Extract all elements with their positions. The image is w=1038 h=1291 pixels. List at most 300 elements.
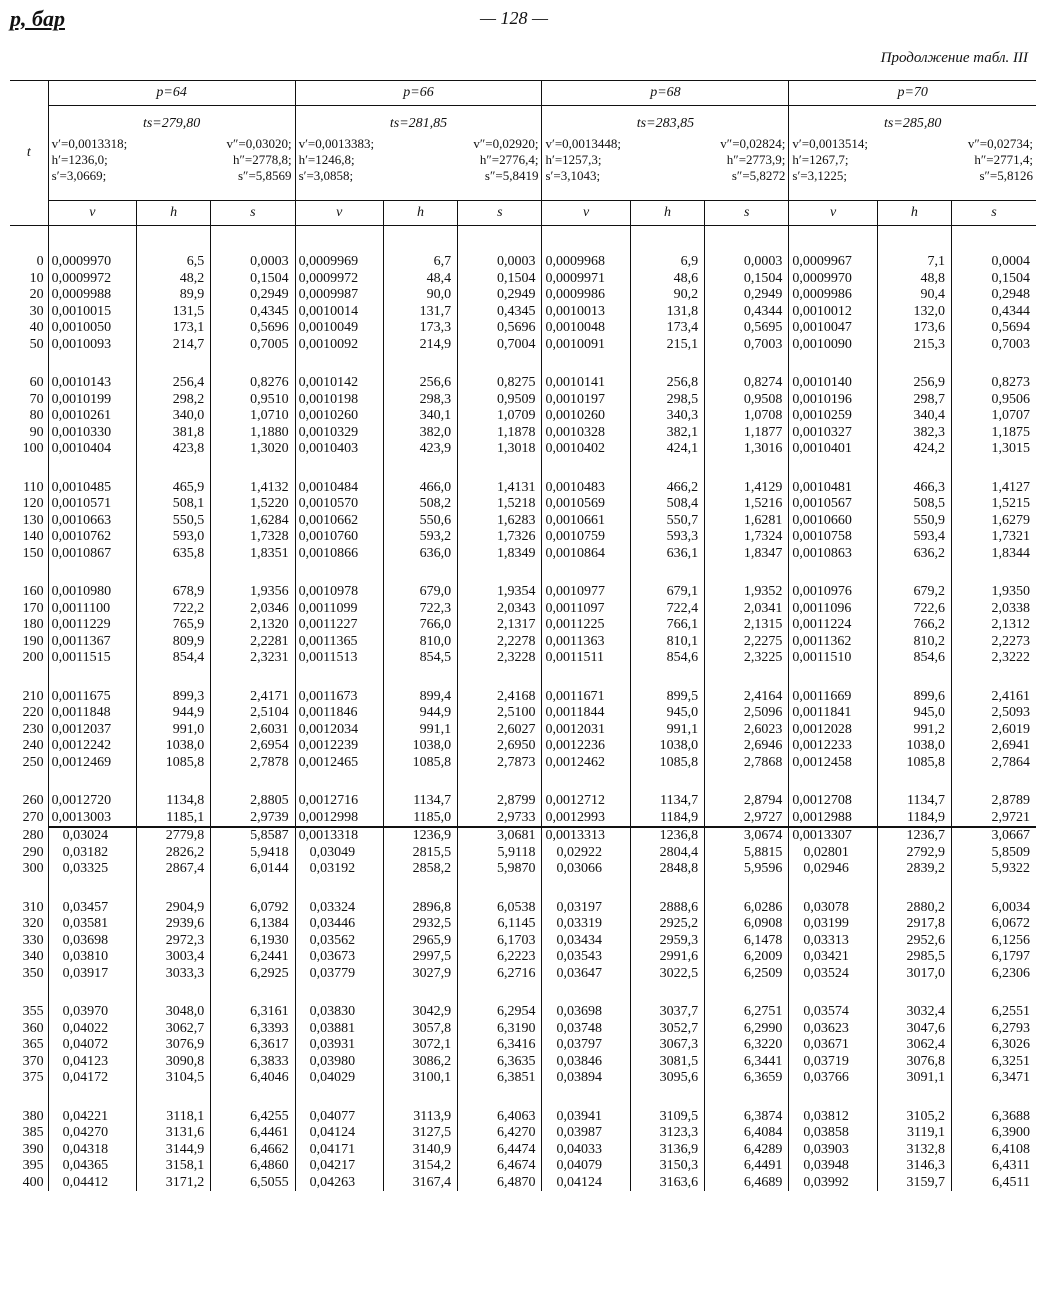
enthalpy-cell: 765,9: [136, 617, 210, 634]
spacer: [952, 771, 1036, 793]
spacer: [10, 878, 48, 900]
enthalpy-cell: 89,9: [136, 287, 210, 304]
temperature-value: 320: [22, 916, 44, 932]
entropy-cell: 6,3161: [211, 1004, 295, 1021]
entropy-cell: 2,7878: [211, 755, 295, 772]
specific-volume-cell: 0,0010980: [48, 584, 136, 601]
spacer: [789, 771, 877, 793]
spacer: [211, 878, 295, 900]
spacer: [789, 458, 877, 480]
spacer: [542, 982, 630, 1004]
entropy-cell: 2,6031: [211, 722, 295, 739]
entropy-cell: 2,1312: [952, 617, 1036, 634]
table-row: [10, 755, 1036, 772]
saturation-line: [792, 152, 1033, 168]
column-header-v: v: [789, 201, 877, 226]
entropy-cell: 2,6027: [458, 722, 542, 739]
spacer: [458, 226, 542, 255]
enthalpy-cell: 3047,6: [877, 1021, 951, 1038]
entropy-cell: 6,2009: [705, 949, 789, 966]
spacer: [136, 878, 210, 900]
entropy-cell: 0,8276: [211, 375, 295, 392]
specific-volume-cell: 0,0011673: [295, 689, 383, 706]
specific-volume-cell: 0,03319: [542, 916, 630, 933]
entropy-cell: 6,4474: [458, 1142, 542, 1159]
temperature-value: 400: [22, 1174, 44, 1190]
spacer: [211, 226, 295, 255]
specific-volume-cell: 0,03543: [542, 949, 630, 966]
enthalpy-cell: 3127,5: [383, 1125, 457, 1142]
spacer: [952, 226, 1036, 255]
spacer: [48, 226, 136, 255]
spacer: [458, 562, 542, 584]
temperature-value: 90: [29, 424, 44, 440]
entropy-cell: 6,1384: [211, 916, 295, 933]
enthalpy-cell: 3052,7: [630, 1021, 704, 1038]
enthalpy-cell: 2991,6: [630, 949, 704, 966]
specific-volume-cell: 0,03992: [789, 1175, 877, 1192]
specific-volume-cell: 0,0010570: [295, 496, 383, 513]
entropy-cell: 6,2551: [952, 1004, 1036, 1021]
specific-volume-cell: 0,04171: [295, 1142, 383, 1159]
specific-volume-cell: 0,03421: [789, 949, 877, 966]
specific-volume-cell: 0,0010760: [295, 529, 383, 546]
enthalpy-cell: 1038,0: [136, 738, 210, 755]
entropy-cell: 0,9510: [211, 392, 295, 409]
entropy-cell: 3,0681: [458, 827, 542, 845]
enthalpy-cell: 945,0: [630, 705, 704, 722]
specific-volume-cell: 0,0012998: [295, 810, 383, 828]
enthalpy-cell: 722,2: [136, 601, 210, 618]
spacer: [211, 667, 295, 689]
specific-volume-cell: 0,0010329: [295, 425, 383, 442]
enthalpy-cell: 3109,5: [630, 1109, 704, 1126]
enthalpy-cell: 131,5: [136, 304, 210, 321]
enthalpy-cell: 3163,6: [630, 1175, 704, 1192]
specific-volume-cell: 0,03948: [789, 1158, 877, 1175]
entropy-cell: 5,9596: [705, 861, 789, 878]
saturation-vapor-value: h″=2778,8;: [232, 152, 292, 167]
saturation-vapor-value: v″=0,02734;: [967, 136, 1033, 151]
entropy-cell: 2,3222: [952, 650, 1036, 667]
entropy-cell: 6,3617: [211, 1037, 295, 1054]
specific-volume-cell: 0,0010012: [789, 304, 877, 321]
spacer: [383, 982, 457, 1004]
saturation-vapor-value: h″=2773,9;: [726, 152, 786, 167]
column-header-h: h: [383, 201, 457, 226]
specific-volume-cell: 0,03941: [542, 1109, 630, 1126]
spacer: [952, 982, 1036, 1004]
enthalpy-cell: 131,8: [630, 304, 704, 321]
specific-volume-cell: 0,03324: [295, 900, 383, 917]
enthalpy-cell: 679,1: [630, 584, 704, 601]
enthalpy-cell: 854,6: [630, 650, 704, 667]
enthalpy-cell: 3118,1: [136, 1109, 210, 1126]
entropy-cell: 5,8509: [952, 845, 1036, 862]
specific-volume-cell: 0,03313: [789, 933, 877, 950]
specific-volume-cell: 0,0011515: [48, 650, 136, 667]
specific-volume-cell: 0,0010050: [48, 320, 136, 337]
spacer: [48, 878, 136, 900]
enthalpy-cell: 90,2: [630, 287, 704, 304]
entropy-cell: 2,9739: [211, 810, 295, 828]
spacer: [705, 226, 789, 255]
specific-volume-cell: 0,04022: [48, 1021, 136, 1038]
specific-volume-cell: 0,0010141: [542, 375, 630, 392]
specific-volume-cell: 0,04124: [542, 1175, 630, 1192]
enthalpy-cell: 48,6: [630, 271, 704, 288]
entropy-cell: 6,4461: [211, 1125, 295, 1142]
enthalpy-cell: 1085,8: [136, 755, 210, 772]
enthalpy-cell: 593,2: [383, 529, 457, 546]
specific-volume-cell: 0,0011365: [295, 634, 383, 651]
spacer: [877, 353, 951, 375]
specific-volume-cell: 0,0010404: [48, 441, 136, 458]
specific-volume-cell: 0,04124: [295, 1125, 383, 1142]
enthalpy-cell: 466,3: [877, 480, 951, 497]
spacer: [542, 226, 630, 255]
specific-volume-cell: 0,0010047: [789, 320, 877, 337]
spacer: [789, 353, 877, 375]
enthalpy-cell: 991,1: [630, 722, 704, 739]
enthalpy-cell: 2932,5: [383, 916, 457, 933]
enthalpy-cell: 48,8: [877, 271, 951, 288]
specific-volume-cell: 0,0012242: [48, 738, 136, 755]
enthalpy-cell: 3072,1: [383, 1037, 457, 1054]
entropy-cell: 6,2306: [952, 966, 1036, 983]
enthalpy-cell: 215,1: [630, 337, 704, 354]
enthalpy-cell: 3095,6: [630, 1070, 704, 1087]
specific-volume-cell: 0,0009967: [789, 254, 877, 271]
enthalpy-cell: 766,1: [630, 617, 704, 634]
saturation-line: [545, 152, 785, 168]
entropy-cell: 2,5100: [458, 705, 542, 722]
entropy-cell: 1,6283: [458, 513, 542, 530]
specific-volume-cell: 0,0011841: [789, 705, 877, 722]
specific-volume-cell: 0,03766: [789, 1070, 877, 1087]
spacer: [877, 562, 951, 584]
specific-volume-cell: 0,0010014: [295, 304, 383, 321]
enthalpy-cell: 678,9: [136, 584, 210, 601]
table-row: [10, 480, 1036, 497]
specific-volume-cell: 0,0012037: [48, 722, 136, 739]
enthalpy-cell: 3146,3: [877, 1158, 951, 1175]
specific-volume-cell: 0,03066: [542, 861, 630, 878]
specific-volume-cell: 0,0012233: [789, 738, 877, 755]
specific-volume-cell: 0,0010142: [295, 375, 383, 392]
specific-volume-cell: 0,0010976: [789, 584, 877, 601]
entropy-cell: 6,4084: [705, 1125, 789, 1142]
enthalpy-cell: 173,3: [383, 320, 457, 337]
column-header-v: v: [48, 201, 136, 226]
table-row: [10, 900, 1036, 917]
table-row: [10, 513, 1036, 530]
entropy-cell: 6,3190: [458, 1021, 542, 1038]
enthalpy-cell: 2965,9: [383, 933, 457, 950]
enthalpy-cell: 382,1: [630, 425, 704, 442]
steam-properties-table: [10, 80, 1036, 1191]
spacer: [48, 353, 136, 375]
specific-volume-cell: 0,0012462: [542, 755, 630, 772]
spacer: [630, 562, 704, 584]
entropy-cell: 0,8273: [952, 375, 1036, 392]
spacer: [48, 458, 136, 480]
specific-volume-cell: 0,0012720: [48, 793, 136, 810]
enthalpy-cell: 1038,0: [630, 738, 704, 755]
entropy-cell: 2,5104: [211, 705, 295, 722]
enthalpy-cell: 1185,0: [383, 810, 457, 828]
temperature-value: 220: [22, 705, 44, 721]
saturation-liquid-value: s′=3,1043;: [545, 168, 601, 183]
enthalpy-cell: 3062,7: [136, 1021, 210, 1038]
entropy-cell: 6,5055: [211, 1175, 295, 1192]
saturation-line: [52, 152, 292, 168]
table-row: [10, 845, 1036, 862]
table-row: [10, 254, 1036, 271]
temperature-value: 210: [22, 688, 44, 704]
spacer: [10, 562, 48, 584]
spacer: [542, 667, 630, 689]
entropy-cell: 6,3393: [211, 1021, 295, 1038]
specific-volume-cell: 0,0009986: [542, 287, 630, 304]
entropy-cell: 6,2716: [458, 966, 542, 983]
entropy-cell: 6,3851: [458, 1070, 542, 1087]
enthalpy-cell: 3119,1: [877, 1125, 951, 1142]
saturation-properties: [48, 134, 295, 201]
entropy-cell: 0,2949: [211, 287, 295, 304]
entropy-cell: 6,1797: [952, 949, 1036, 966]
specific-volume-cell: 0,0010660: [789, 513, 877, 530]
spacer: [136, 982, 210, 1004]
specific-volume-cell: 0,0011669: [789, 689, 877, 706]
entropy-cell: 6,3635: [458, 1054, 542, 1071]
temperature-value: 395: [22, 1158, 44, 1174]
specific-volume-cell: 0,0010866: [295, 546, 383, 563]
entropy-cell: 0,7005: [211, 337, 295, 354]
entropy-cell: 2,3231: [211, 650, 295, 667]
specific-volume-cell: 0,0010140: [789, 375, 877, 392]
specific-volume-cell: 0,0011363: [542, 634, 630, 651]
entropy-cell: 2,6954: [211, 738, 295, 755]
saturation-vapor-value: h″=2776,4;: [479, 152, 539, 167]
temperature-value: 60: [29, 375, 44, 391]
enthalpy-cell: 2792,9: [877, 845, 951, 862]
specific-volume-cell: 0,0010143: [48, 375, 136, 392]
table-row: [10, 496, 1036, 513]
entropy-cell: 2,8805: [211, 793, 295, 810]
entropy-cell: 2,1317: [458, 617, 542, 634]
temperature-value: 30: [29, 303, 44, 319]
enthalpy-cell: 945,0: [877, 705, 951, 722]
specific-volume-cell: 0,03858: [789, 1125, 877, 1142]
enthalpy-cell: 3123,3: [630, 1125, 704, 1142]
entropy-cell: 6,4689: [705, 1175, 789, 1192]
specific-volume-cell: 0,0010048: [542, 320, 630, 337]
temperature-value: 260: [22, 793, 44, 809]
entropy-cell: 0,4345: [211, 304, 295, 321]
specific-volume-cell: 0,03980: [295, 1054, 383, 1071]
spacer: [705, 353, 789, 375]
specific-volume-cell: 0,04412: [48, 1175, 136, 1192]
entropy-cell: 6,2441: [211, 949, 295, 966]
spacer: [705, 562, 789, 584]
entropy-cell: 6,3251: [952, 1054, 1036, 1071]
specific-volume-cell: 0,0012465: [295, 755, 383, 772]
saturation-vapor-value: s″=5,8272: [731, 168, 786, 183]
specific-volume-cell: 0,0013307: [789, 827, 877, 845]
entropy-cell: 1,9350: [952, 584, 1036, 601]
specific-volume-cell: 0,0011844: [542, 705, 630, 722]
entropy-cell: 2,6019: [952, 722, 1036, 739]
spacer: [295, 458, 383, 480]
specific-volume-cell: 0,0011671: [542, 689, 630, 706]
specific-volume-cell: 0,0010259: [789, 408, 877, 425]
table-row: [10, 650, 1036, 667]
enthalpy-cell: 679,0: [383, 584, 457, 601]
enthalpy-cell: 3144,9: [136, 1142, 210, 1159]
saturation-liquid-value: s′=3,1225;: [792, 168, 848, 183]
entropy-cell: 3,0667: [952, 827, 1036, 845]
specific-volume-cell: 0,0010759: [542, 529, 630, 546]
temperature-value: 0: [36, 254, 44, 270]
entropy-cell: 6,4311: [952, 1158, 1036, 1175]
saturation-liquid-value: v′=0,0013383;: [298, 136, 375, 151]
enthalpy-cell: 2804,4: [630, 845, 704, 862]
entropy-cell: 6,1703: [458, 933, 542, 950]
enthalpy-cell: 1134,7: [630, 793, 704, 810]
specific-volume-cell: 0,03446: [295, 916, 383, 933]
enthalpy-cell: 3003,4: [136, 949, 210, 966]
specific-volume-cell: 0,0010260: [295, 408, 383, 425]
temperature-value: 355: [22, 1004, 44, 1020]
specific-volume-cell: 0,0011511: [542, 650, 630, 667]
enthalpy-cell: 1085,8: [630, 755, 704, 772]
specific-volume-cell: 0,0010978: [295, 584, 383, 601]
entropy-cell: 0,0003: [211, 254, 295, 271]
table-row: [10, 304, 1036, 321]
saturation-line: [792, 168, 1033, 184]
enthalpy-cell: 214,7: [136, 337, 210, 354]
enthalpy-cell: 944,9: [383, 705, 457, 722]
entropy-cell: 1,4129: [705, 480, 789, 497]
enthalpy-cell: 2952,6: [877, 933, 951, 950]
specific-volume-cell: 0,0012993: [542, 810, 630, 828]
enthalpy-cell: 3104,5: [136, 1070, 210, 1087]
enthalpy-cell: 722,3: [383, 601, 457, 618]
temperature-value: 390: [22, 1141, 44, 1157]
entropy-cell: 0,5696: [458, 320, 542, 337]
enthalpy-cell: 2826,2: [136, 845, 210, 862]
spacer: [10, 1087, 48, 1109]
spacer: [48, 771, 136, 793]
spacer: [630, 226, 704, 255]
temperature-value: 370: [22, 1053, 44, 1069]
specific-volume-cell: 0,03673: [295, 949, 383, 966]
entropy-cell: 6,3833: [211, 1054, 295, 1071]
spacer: [458, 982, 542, 1004]
entropy-cell: 2,6950: [458, 738, 542, 755]
entropy-cell: 0,7003: [705, 337, 789, 354]
specific-volume-cell: 0,03574: [789, 1004, 877, 1021]
saturation-line: [299, 168, 539, 184]
table-row: [10, 1004, 1036, 1021]
specific-volume-cell: 0,0013003: [48, 810, 136, 828]
spacer: [458, 667, 542, 689]
entropy-cell: 6,1478: [705, 933, 789, 950]
enthalpy-cell: 2939,6: [136, 916, 210, 933]
enthalpy-cell: 635,8: [136, 546, 210, 563]
temperature-value: 240: [22, 738, 44, 754]
spacer: [211, 458, 295, 480]
spacer: [877, 1087, 951, 1109]
specific-volume-cell: 0,0010571: [48, 496, 136, 513]
specific-volume-cell: 0,0012988: [789, 810, 877, 828]
enthalpy-cell: 3076,9: [136, 1037, 210, 1054]
entropy-cell: 2,2273: [952, 634, 1036, 651]
entropy-cell: 6,0286: [705, 900, 789, 917]
entropy-cell: 6,0672: [952, 916, 1036, 933]
spacer: [877, 226, 951, 255]
enthalpy-cell: 423,9: [383, 441, 457, 458]
enthalpy-cell: 298,3: [383, 392, 457, 409]
spacer: [48, 562, 136, 584]
saturation-properties: [542, 134, 789, 201]
specific-volume-cell: 0,0009987: [295, 287, 383, 304]
entropy-cell: 2,4168: [458, 689, 542, 706]
specific-volume-cell: 0,0010261: [48, 408, 136, 425]
table-row: [10, 861, 1036, 878]
enthalpy-cell: 550,6: [383, 513, 457, 530]
spacer: [705, 878, 789, 900]
spacer: [952, 667, 1036, 689]
entropy-cell: 3,0674: [705, 827, 789, 845]
spacer: [789, 562, 877, 584]
entropy-cell: 6,4289: [705, 1142, 789, 1159]
enthalpy-cell: 1236,8: [630, 827, 704, 845]
saturation-vapor-value: h″=2771,4;: [974, 152, 1033, 167]
spacer: [630, 982, 704, 1004]
spacer: [630, 353, 704, 375]
enthalpy-cell: 3076,8: [877, 1054, 951, 1071]
table-row: [10, 529, 1036, 546]
entropy-cell: 6,1145: [458, 916, 542, 933]
enthalpy-cell: 3091,1: [877, 1070, 951, 1087]
specific-volume-cell: 0,0012712: [542, 793, 630, 810]
entropy-cell: 6,4063: [458, 1109, 542, 1126]
specific-volume-cell: 0,03581: [48, 916, 136, 933]
specific-volume-cell: 0,0010091: [542, 337, 630, 354]
entropy-cell: 1,3018: [458, 441, 542, 458]
specific-volume-cell: 0,04123: [48, 1054, 136, 1071]
specific-volume-cell: 0,04077: [295, 1109, 383, 1126]
spacer: [458, 353, 542, 375]
entropy-cell: 2,9727: [705, 810, 789, 828]
spacer: [10, 982, 48, 1004]
entropy-cell: 1,0709: [458, 408, 542, 425]
spacer: [952, 562, 1036, 584]
enthalpy-cell: 3062,4: [877, 1037, 951, 1054]
specific-volume-cell: 0,0012031: [542, 722, 630, 739]
temperature-value: 10: [29, 270, 44, 286]
pressure-header: p=70: [789, 81, 1036, 106]
enthalpy-cell: 1085,8: [383, 755, 457, 772]
entropy-cell: 0,1504: [952, 271, 1036, 288]
spacer: [136, 353, 210, 375]
enthalpy-cell: 3150,3: [630, 1158, 704, 1175]
entropy-cell: 5,8587: [211, 827, 295, 845]
specific-volume-cell: 0,0012716: [295, 793, 383, 810]
saturation-liquid-value: v′=0,0013318;: [51, 136, 128, 151]
